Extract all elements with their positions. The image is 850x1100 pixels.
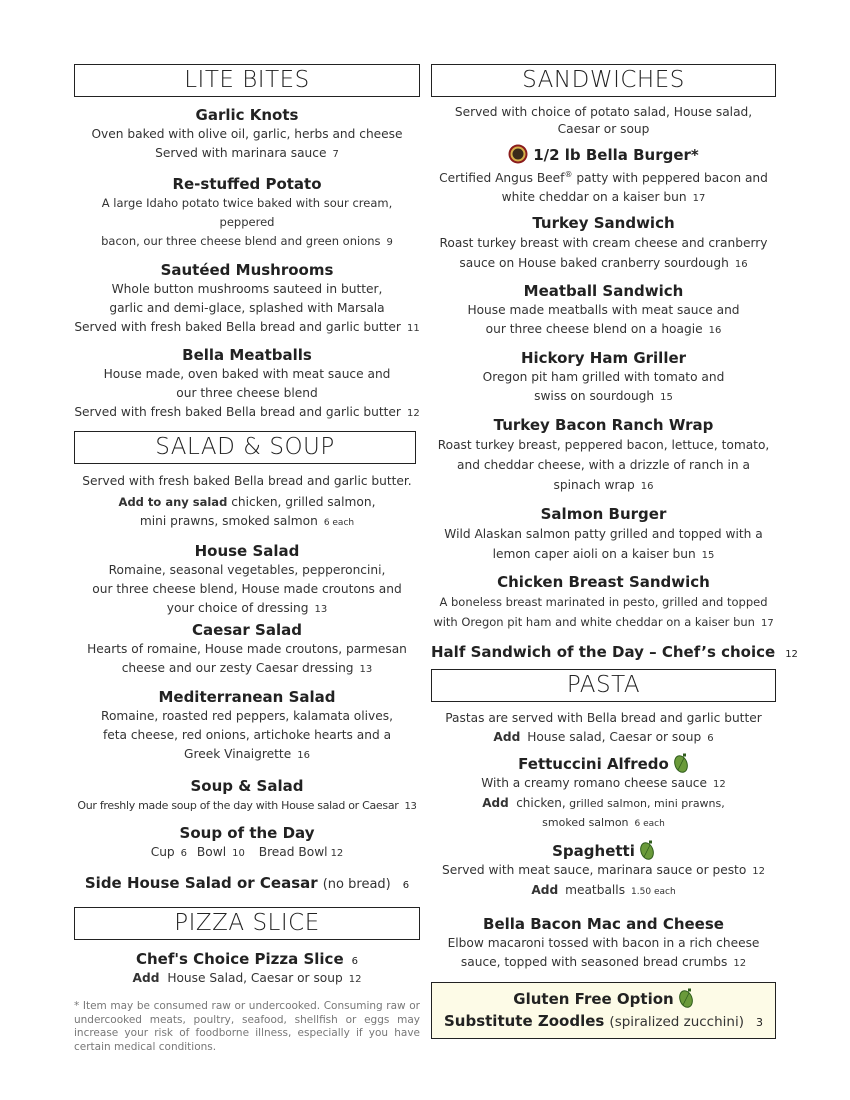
item-name: Re-stuffed Potato (172, 175, 322, 193)
add-price: 6 each (634, 819, 665, 830)
item-name: Garlic Knots (195, 106, 299, 124)
add-price: 6 (707, 733, 714, 745)
item-name: Bella Meatballs (182, 346, 312, 364)
bread-bowl-label: Bread Bowl (258, 845, 328, 859)
add-price: 1.50 each (631, 887, 676, 898)
menu-item-garlic-knots (74, 106, 420, 164)
item-desc: Greek Vinaigrette (184, 747, 292, 761)
menu-item-spaghetti (431, 840, 776, 902)
add-label: Add (493, 730, 521, 745)
left-column (74, 64, 420, 1054)
menu-item-mediterranean-salad (74, 688, 420, 765)
zucchini-icon (673, 753, 689, 773)
item-price: 9 (386, 237, 393, 248)
item-price: 15 (701, 550, 715, 562)
add-text: smoked salmon (542, 816, 629, 830)
item-name: Half Sandwich of the Day – Chef’s choice (431, 643, 776, 662)
item-desc: Served with meat sauce, marinara sauce or pesto (441, 863, 747, 878)
item-price: 15 (660, 392, 673, 404)
pasta-intro: Pastas are served with Bella bread and garlic butter (445, 711, 762, 726)
item-desc: Oven baked with olive oil, garlic, herbs and cheese (91, 127, 403, 141)
item-desc: garlic and demi-glace, splashed with Marsala (109, 301, 385, 315)
item-desc: sauce, topped with seasoned bread crumbs (460, 955, 728, 970)
item-name: Hickory Ham Griller (520, 349, 687, 368)
item-name: Mediterranean Salad (158, 688, 336, 706)
item-price: 17 (760, 618, 774, 630)
add-text: House salad, Caesar or soup (527, 730, 702, 745)
item-price: 16 (734, 259, 748, 271)
item-desc: Roast turkey breast, peppered bacon, lettuce, tomato, (437, 438, 770, 453)
add-text: mini prawns, smoked salmon (139, 514, 318, 528)
item-desc: cheese and our zesty Caesar dressing (121, 661, 354, 675)
add-label: Add (531, 883, 559, 898)
sandwiches-heading: SANDWICHES (431, 64, 776, 97)
item-desc: Served with fresh baked Bella bread and garlic butter (74, 320, 401, 334)
item-name: Meatball Sandwich (523, 282, 684, 301)
add-price: 12 (348, 974, 362, 985)
registered-mark: ® (564, 170, 573, 179)
item-name: Side House Salad or Ceasar (84, 874, 318, 892)
item-name: Turkey Sandwich (532, 214, 675, 233)
item-name: Turkey Bacon Ranch Wrap (493, 416, 714, 435)
menu-item-fettuccini-alfredo (431, 753, 776, 834)
item-name: Fettuccini Alfredo (518, 755, 669, 774)
sandwich-intro: Served with choice of potato salad, House salad, (454, 105, 753, 119)
gluten-free-box (431, 982, 776, 1039)
item-price: 11 (406, 323, 420, 334)
item-desc: white cheddar on a kaiser bun (501, 190, 687, 205)
menu-item-meatball-sandwich (431, 282, 776, 340)
item-desc: lemon caper aioli on a kaiser bun (492, 547, 696, 562)
gluten-free-sub: Substitute Zoodles (443, 1012, 605, 1031)
menu-item-soup-salad (74, 777, 420, 816)
item-desc: Served with marinara sauce (155, 146, 327, 160)
item-desc: bacon, our three cheese blend and green onions (101, 234, 381, 248)
item-desc: spinach wrap (553, 478, 635, 493)
menu-item-soup-of-the-day (74, 824, 420, 863)
menu-item-bella-burger (431, 144, 776, 208)
item-desc: Romaine, roasted red peppers, kalamata olives, (101, 709, 393, 723)
add-label: Add (482, 796, 509, 811)
item-desc: Romaine, seasonal vegetables, pepperoncini, (108, 563, 386, 577)
item-name: Chicken Breast Sandwich (497, 573, 710, 592)
item-name: Spaghetti (552, 842, 635, 861)
sandwich-intro: Caesar or soup (557, 122, 650, 136)
item-desc: Elbow macaroni tossed with bacon in a rich cheese (447, 936, 760, 951)
item-price: 13 (314, 604, 328, 615)
gluten-free-title: Gluten Free Option (513, 990, 674, 1009)
menu-item-bella-meatballs (74, 346, 420, 423)
item-desc: and cheddar cheese, with a drizzle of ranch in a (457, 458, 750, 473)
lite-bites-heading: LITE BITES (74, 64, 420, 97)
menu-item-restuffed-potato (74, 175, 420, 252)
item-desc: Whole button mushrooms sauteed in butter, (111, 282, 383, 296)
add-text: House Salad, Caesar or soup (167, 971, 343, 985)
item-desc: A large Idaho potato twice baked with sour cream, peppered (101, 196, 393, 229)
item-name: Salmon Burger (540, 505, 667, 524)
item-name: 1/2 lb Bella Burger* (533, 146, 699, 164)
bread-bowl-price: 12 (330, 848, 344, 859)
add-price: 6 each (323, 518, 355, 528)
menu-item-turkey-sandwich (431, 214, 776, 275)
item-price: 12 (752, 866, 766, 878)
item-desc: Hearts of romaine, House made croutons, parmesan (87, 642, 407, 656)
item-desc: with Oregon pit ham and white cheddar on a kaiser bun (433, 615, 755, 630)
item-price: 12 (733, 958, 747, 970)
item-price: 16 (640, 481, 654, 493)
menu-item-bella-bacon-mac (431, 915, 776, 973)
menu-item-caesar-salad (74, 621, 420, 679)
menu-item-half-sandwich (431, 642, 798, 662)
item-name: Sautéed Mushrooms (160, 261, 334, 279)
angus-beef-badge-icon (508, 144, 528, 164)
bowl-price: 10 (232, 848, 245, 859)
item-price: 13 (404, 801, 417, 812)
item-desc: swiss on sourdough (534, 389, 655, 404)
item-desc: patty with peppered bacon and (572, 171, 768, 186)
cup-price: 6 (180, 848, 188, 859)
item-desc: feta cheese, red onions, artichoke hearts and a (102, 728, 392, 742)
menu-item-house-salad (74, 542, 420, 619)
add-text: chicken, (516, 796, 566, 811)
menu-item-sauteed-mushrooms (74, 261, 420, 338)
add-text: chicken, grilled salmon, (231, 495, 376, 509)
pasta-heading: PASTA (431, 669, 776, 702)
bowl-label: Bowl (196, 845, 227, 859)
item-desc: Oregon pit ham grilled with tomato and (482, 370, 725, 385)
add-text: grilled salmon, mini prawns, (569, 797, 725, 811)
menu-item-salmon-burger (431, 505, 776, 566)
menu-item-side-salad (74, 873, 420, 894)
item-note: (no bread) (322, 877, 391, 892)
salad-intro: Served with fresh baked Bella bread and garlic butter. (82, 474, 412, 488)
item-desc: our three cheese blend on a hoagie (485, 322, 703, 337)
item-desc: our three cheese blend, House made croutons and (92, 582, 402, 596)
item-price: 6 (351, 956, 359, 967)
zucchini-icon (678, 988, 694, 1008)
item-price: 17 (692, 193, 706, 205)
item-price: 16 (708, 325, 722, 337)
menu-item-chicken-breast-sandwich (431, 573, 776, 634)
item-name: Soup of the Day (179, 824, 315, 842)
item-desc: With a creamy romano cheese sauce (481, 776, 707, 791)
item-price: 6 (402, 880, 410, 891)
menu-item-pizza-slice (74, 949, 420, 989)
add-label: Add (132, 971, 160, 985)
item-desc: our three cheese blend (176, 386, 318, 400)
item-name: Chef's Choice Pizza Slice (135, 950, 344, 968)
item-desc: Our freshly made soup of the day with House salad or Caesar (77, 799, 399, 812)
menu-item-turkey-bacon-ranch-wrap (431, 416, 776, 497)
salad-soup-heading: SALAD & SOUP (74, 431, 416, 464)
item-name: Soup & Salad (190, 777, 304, 795)
item-name: Caesar Salad (192, 621, 302, 639)
right-column (431, 64, 798, 1039)
item-desc: Roast turkey breast with cream cheese and cranberry (439, 236, 768, 251)
item-desc: House made meatballs with meat sauce and (467, 303, 740, 318)
zucchini-icon (639, 840, 655, 860)
item-desc: sauce on House baked cranberry sourdough (459, 256, 729, 271)
item-desc: Served with fresh baked Bella bread and garlic butter (74, 405, 401, 419)
item-name: House Salad (194, 542, 300, 560)
add-text: meatballs (565, 883, 626, 898)
cup-label: Cup (150, 845, 175, 859)
gluten-free-note: (spiralized zucchini) (609, 1014, 744, 1031)
item-name: Bella Bacon Mac and Cheese (483, 915, 724, 934)
item-price: 12 (785, 649, 798, 661)
item-price: 7 (332, 149, 339, 160)
add-label: Add to any salad (118, 495, 228, 509)
pizza-slice-heading: PIZZA SLICE (74, 907, 420, 940)
gluten-free-price: 3 (756, 1016, 763, 1030)
item-price: 12 (406, 408, 420, 419)
item-desc: A boneless breast marinated in pesto, grilled and topped (439, 595, 768, 610)
item-desc: House made, oven baked with meat sauce and (103, 367, 391, 381)
item-desc: your choice of dressing (166, 601, 309, 615)
item-price: 13 (359, 664, 373, 675)
item-desc: Wild Alaskan salmon patty grilled and topped with a (444, 527, 763, 542)
item-desc: Certified Angus Beef (439, 171, 565, 186)
item-price: 12 (713, 779, 726, 791)
menu-item-hickory-ham-griller (431, 349, 776, 407)
item-price: 16 (297, 750, 310, 761)
disclaimer: * Item may be consumed raw or undercooked. Consuming raw or undercooked meats, poultry, seafood, shellfish or eggs may increase your risk of foodborne illness, especially if you have certain medical conditions. (74, 1000, 420, 1053)
